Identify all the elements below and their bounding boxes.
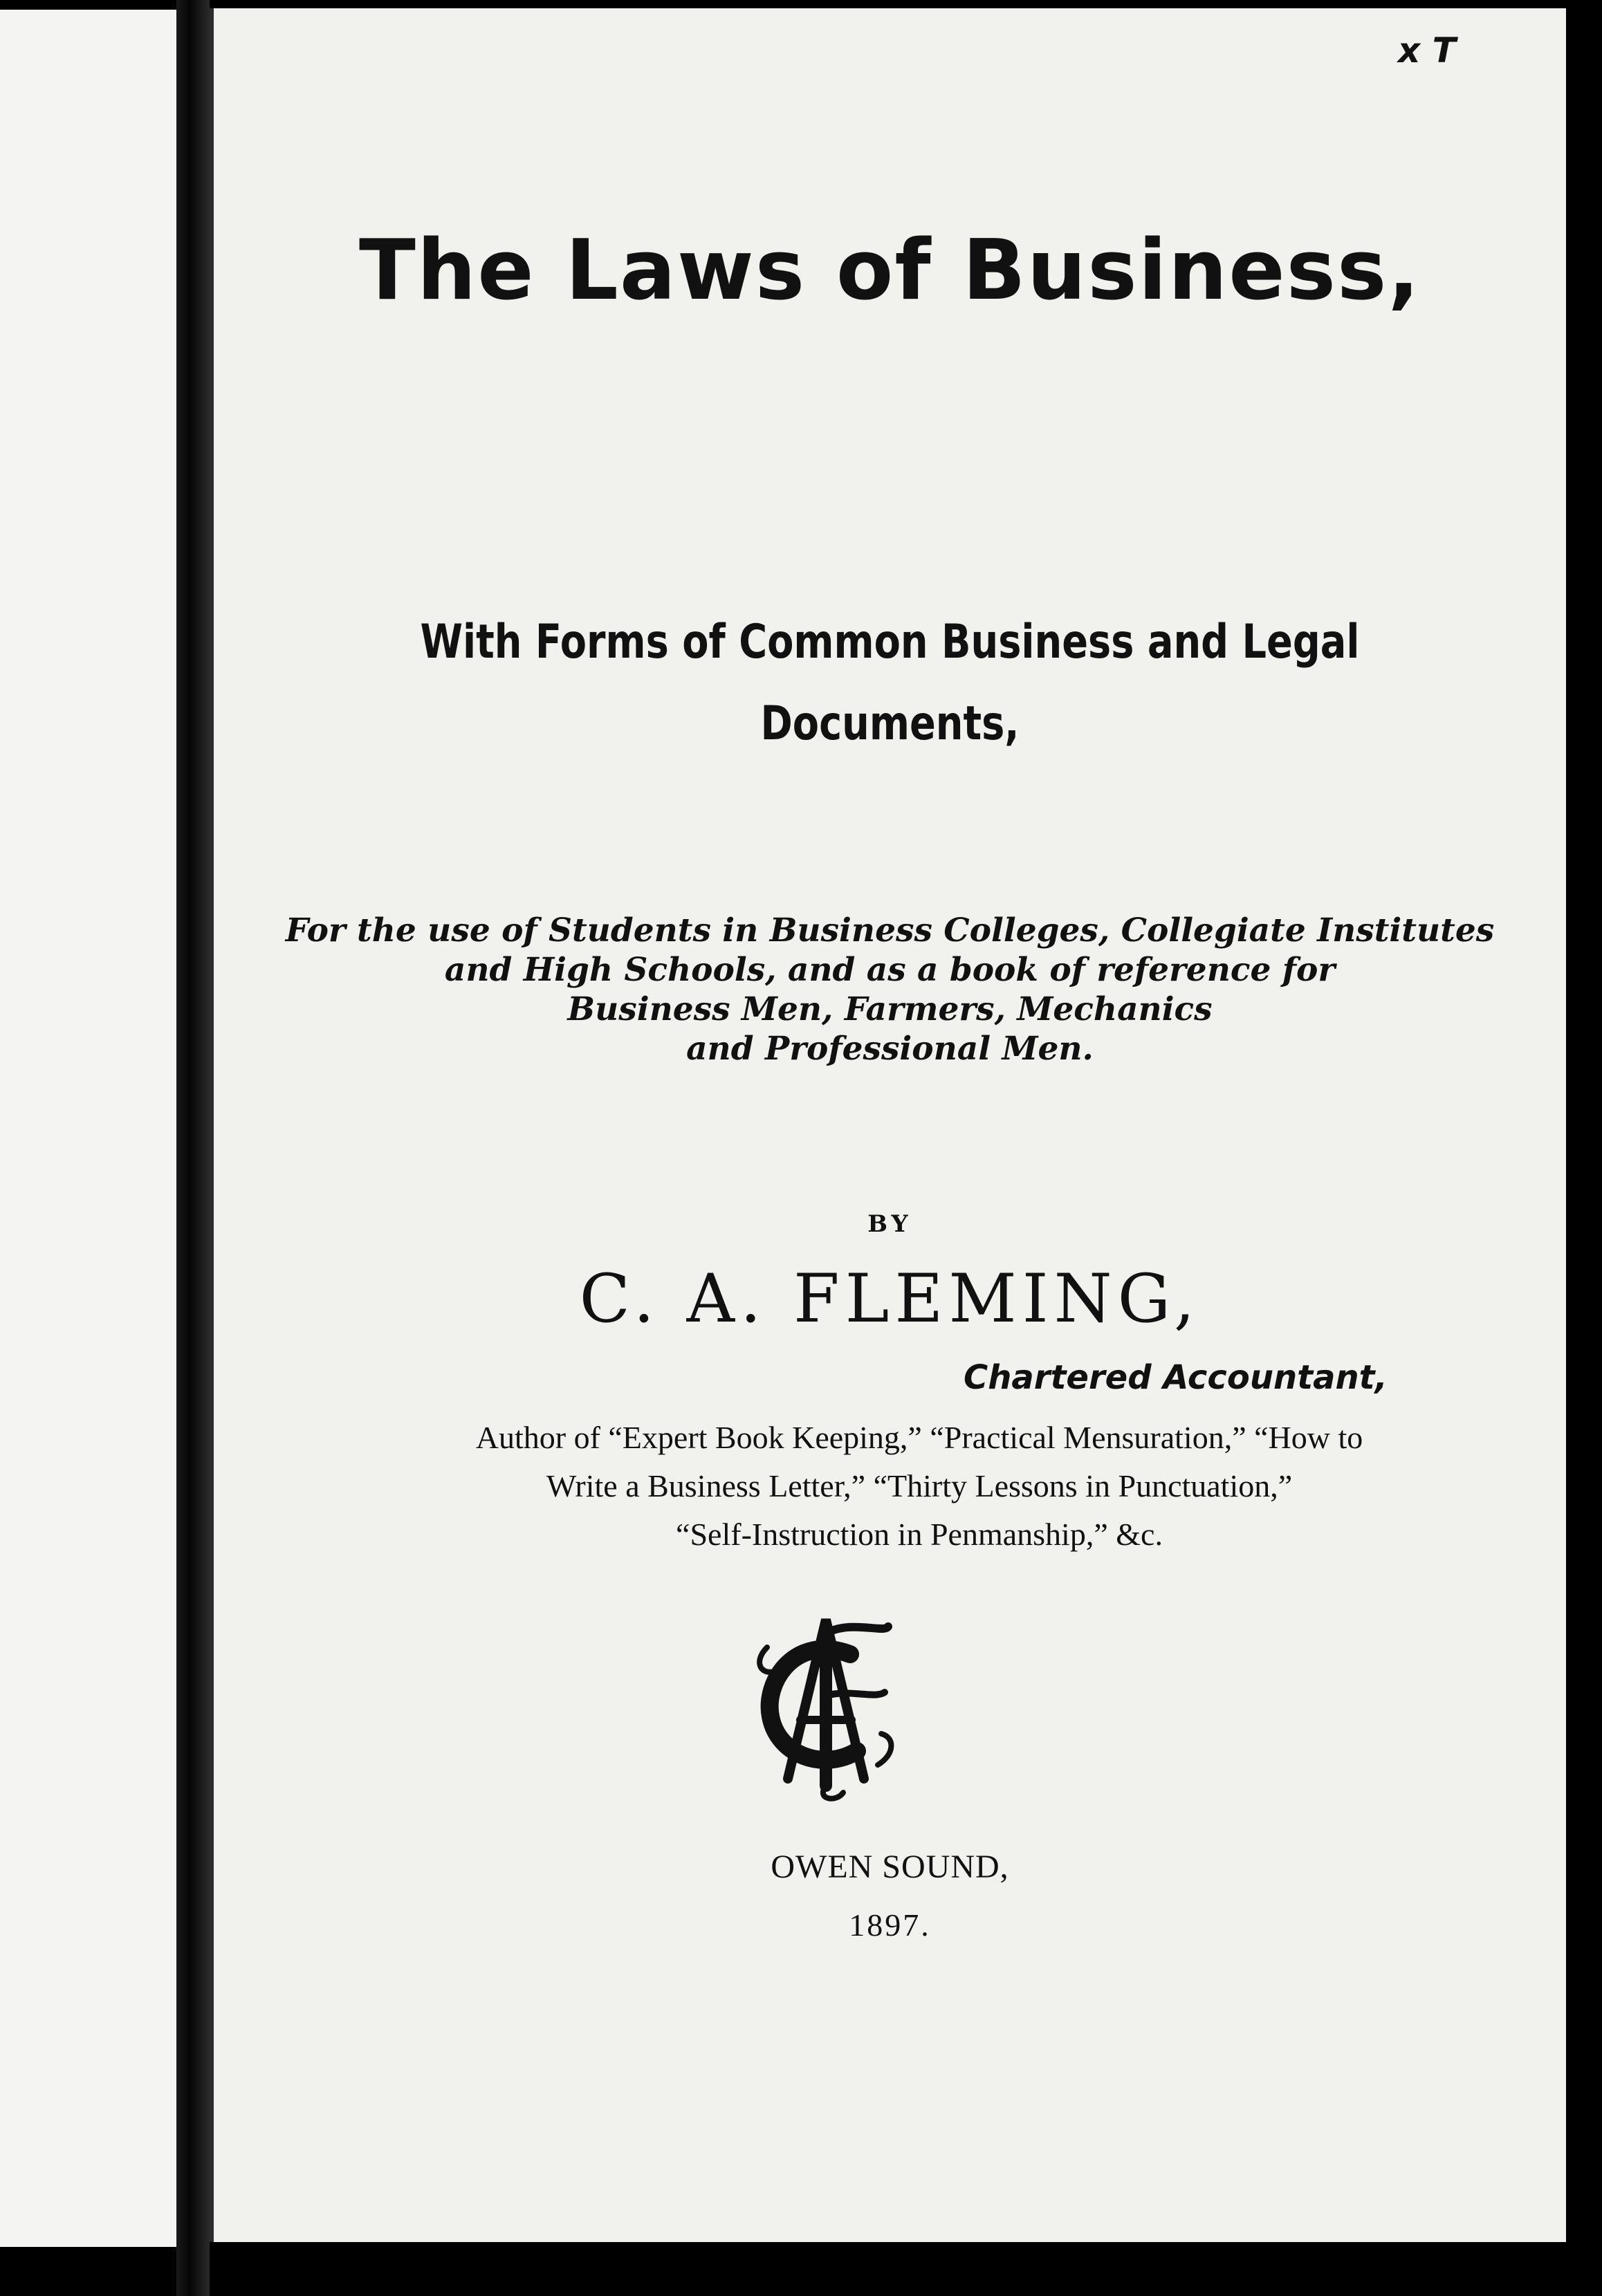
title-page	[210, 8, 1566, 2242]
author-name: C. A. FLEMING,	[579, 1260, 1201, 1337]
facing-page	[0, 10, 176, 2247]
works-line-2: Write a Business Letter,” “Thirty Lessons in Punctuation,”	[546, 1468, 1293, 1503]
purpose-statement	[214, 911, 1566, 1068]
author-credential: Chartered Accountant,	[964, 1358, 1388, 1397]
publication-place: OWEN SOUND,	[771, 1849, 1009, 1885]
book-spine	[176, 0, 210, 2296]
purpose-line-3: Business Men, Farmers, Mechanics	[567, 990, 1213, 1028]
book-subtitle	[335, 602, 1444, 765]
book-title: The Laws of Business,	[358, 223, 1421, 319]
subtitle-line-1: With Forms of Common Business and Legal	[420, 615, 1360, 669]
by-label: BY	[867, 1210, 912, 1238]
publisher-monogram-icon	[746, 1606, 905, 1806]
author-works	[255, 1414, 1583, 1559]
works-line-3: “Self-Instruction in Penmanship,” &c.	[676, 1517, 1163, 1552]
purpose-line-2: and High Schools, and as a book of reference for	[444, 951, 1336, 989]
publication-year: 1897.	[849, 1907, 931, 1943]
subtitle-line-2: Documents,	[760, 696, 1020, 751]
works-line-1: Author of “Expert Book Keeping,” “Practical Mensuration,” “How to	[475, 1420, 1363, 1455]
purpose-line-1: For the use of Students in Business Colleges, Collegiate Institutes	[285, 911, 1495, 950]
purpose-line-4: and Professional Men.	[686, 1030, 1094, 1068]
corner-mark: x T	[1398, 30, 1456, 71]
